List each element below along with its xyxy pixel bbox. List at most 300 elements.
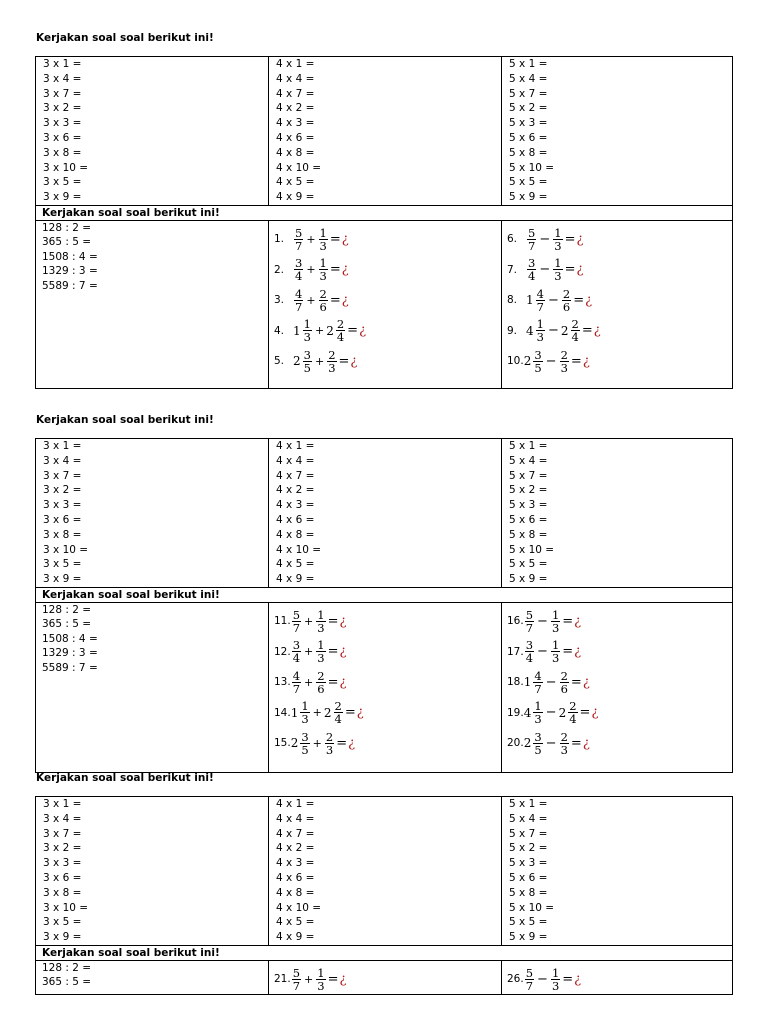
numerator: 2 bbox=[325, 729, 334, 744]
problem-number: 9. bbox=[507, 324, 518, 337]
multiplication-row bbox=[36, 57, 733, 206]
mult-column-5 bbox=[502, 57, 733, 206]
worksheet-table bbox=[35, 796, 733, 995]
multiplication-problem: 4 x 6 = bbox=[276, 871, 315, 884]
multiplication-problem: 3 x 9 = bbox=[43, 191, 82, 204]
fraction-expression bbox=[293, 318, 366, 343]
multiplication-problem: 5 x 6 = bbox=[509, 131, 548, 144]
fraction-problem bbox=[502, 697, 732, 728]
fraction-expression bbox=[293, 227, 349, 252]
numerator: 1 bbox=[303, 317, 311, 332]
multiplication-problem: 4 x 3 = bbox=[276, 499, 315, 512]
fraction-expression bbox=[291, 670, 347, 695]
plus-operator: + bbox=[312, 706, 322, 720]
multiplication-problem: 5 x 7 = bbox=[509, 827, 548, 840]
numerator: 3 bbox=[528, 256, 536, 271]
multiplication-problem: 5 x 7 = bbox=[509, 469, 548, 482]
mult-column-3 bbox=[36, 439, 269, 588]
multiplication-problem: 5 x 9 = bbox=[509, 191, 548, 204]
denominator: 7 bbox=[525, 978, 534, 993]
answer-placeholder: ¿ bbox=[356, 705, 364, 721]
denominator: 4 bbox=[571, 330, 579, 345]
problem-number: 10. bbox=[507, 355, 524, 368]
multiplication-problem: 3 x 7 = bbox=[43, 469, 82, 482]
division-problem: 1508 : 4 = bbox=[42, 250, 98, 263]
whole-number: 1 bbox=[523, 675, 532, 690]
plus-operator: + bbox=[314, 354, 325, 368]
multiplication-problem: 4 x 2 = bbox=[276, 484, 315, 497]
equals-sign: = bbox=[327, 644, 339, 660]
denominator: 7 bbox=[292, 620, 301, 635]
multiplication-problem: 3 x 1 = bbox=[43, 798, 82, 810]
multiplication-problem: 5 x 7 = bbox=[509, 87, 548, 100]
multiplication-problem: 5 x 8 = bbox=[509, 528, 548, 541]
multiplication-problem: 3 x 2 = bbox=[43, 842, 82, 855]
fraction-problem bbox=[269, 346, 501, 377]
plus-operator: + bbox=[304, 675, 314, 689]
multiplication-problem: 5 x 2 = bbox=[509, 102, 548, 115]
multiplication-problem: 3 x 3 = bbox=[43, 857, 82, 870]
mult-column-3 bbox=[36, 57, 269, 206]
problem-number: 26. bbox=[507, 973, 524, 986]
answer-placeholder: ¿ bbox=[582, 674, 590, 690]
subheading-row bbox=[36, 587, 733, 602]
minus-operator: − bbox=[537, 613, 548, 629]
fraction bbox=[551, 967, 560, 992]
denominator: 3 bbox=[319, 238, 327, 253]
plus-operator: + bbox=[314, 324, 325, 338]
denominator: 4 bbox=[569, 712, 577, 727]
multiplication-problem: 3 x 6 = bbox=[43, 131, 82, 144]
minus-operator: − bbox=[537, 644, 548, 660]
plus-operator: + bbox=[306, 263, 316, 277]
fraction bbox=[533, 731, 542, 756]
multiplication-problem: 4 x 4 = bbox=[276, 812, 315, 825]
answer-placeholder: ¿ bbox=[359, 323, 367, 339]
denominator: 3 bbox=[536, 330, 544, 345]
equals-sign: = bbox=[327, 613, 339, 629]
division-problem: 365 : 5 = bbox=[42, 618, 92, 631]
worksheet-table bbox=[35, 56, 733, 389]
numerator: 2 bbox=[334, 699, 342, 714]
multiplication-problem: 5 x 4 = bbox=[509, 72, 548, 85]
answer-placeholder: ¿ bbox=[348, 735, 356, 751]
denominator: 3 bbox=[317, 978, 325, 993]
numerator: 3 bbox=[301, 729, 309, 744]
equals-sign: = bbox=[570, 674, 582, 690]
multiplication-problem: 5 x 3 = bbox=[509, 499, 548, 512]
answer-placeholder: ¿ bbox=[341, 231, 349, 247]
problem-number: 2. bbox=[274, 263, 285, 276]
denominator: 4 bbox=[295, 269, 303, 284]
fraction-column-sub bbox=[502, 960, 733, 995]
worksheet-grid bbox=[35, 796, 733, 995]
problem-number: 5. bbox=[274, 355, 285, 368]
problem-number: 11. bbox=[274, 615, 291, 628]
denominator: 7 bbox=[534, 681, 542, 696]
fraction bbox=[325, 731, 334, 756]
subheading-row bbox=[36, 945, 733, 960]
denominator: 7 bbox=[295, 238, 303, 253]
exercise-row bbox=[36, 960, 733, 995]
fraction bbox=[316, 639, 325, 664]
fraction bbox=[319, 227, 328, 252]
multiplication-problem: 3 x 10 = bbox=[43, 901, 89, 914]
fraction bbox=[294, 288, 303, 313]
numerator: 1 bbox=[317, 638, 325, 653]
division-problem: 128 : 2 = bbox=[42, 221, 92, 234]
plus-operator: + bbox=[306, 232, 316, 246]
sub-heading: Kerjakan soal soal berikut ini! bbox=[42, 946, 220, 959]
equals-sign: = bbox=[562, 613, 574, 629]
minus-operator: − bbox=[545, 674, 557, 690]
section-heading: Kerjakan soal soal berikut ini! bbox=[36, 414, 214, 426]
multiplication-row bbox=[36, 439, 733, 588]
division-problem: 128 : 2 = bbox=[42, 603, 92, 616]
multiplication-problem: 3 x 7 = bbox=[43, 827, 82, 840]
denominator: 3 bbox=[328, 360, 336, 375]
multiplication-problem: 3 x 8 = bbox=[43, 146, 82, 159]
multiplication-problem: 4 x 8 = bbox=[276, 528, 315, 541]
equals-sign: = bbox=[347, 323, 359, 339]
multiplication-problem: 5 x 10 = bbox=[509, 901, 555, 914]
fraction-problem-list bbox=[502, 603, 732, 759]
denominator: 4 bbox=[336, 330, 345, 345]
denominator: 7 bbox=[292, 978, 301, 993]
numerator: 1 bbox=[534, 699, 542, 714]
multiplication-problem: 5 x 3 = bbox=[509, 857, 548, 870]
fraction bbox=[560, 670, 569, 695]
multiplication-problem: 3 x 6 = bbox=[43, 513, 82, 526]
multiplication-problem: 4 x 7 = bbox=[276, 87, 315, 100]
answer-placeholder: ¿ bbox=[585, 292, 593, 308]
numerator: 5 bbox=[292, 965, 301, 980]
fraction-problem bbox=[269, 606, 501, 637]
fraction bbox=[294, 257, 303, 282]
equals-sign: = bbox=[338, 353, 350, 369]
minus-operator: − bbox=[539, 231, 551, 247]
fraction-expression bbox=[524, 731, 590, 756]
numerator: 1 bbox=[319, 256, 327, 271]
equals-sign: = bbox=[327, 674, 339, 690]
numerator: 2 bbox=[571, 317, 579, 332]
fraction-problem bbox=[269, 285, 501, 316]
problem-number: 21. bbox=[274, 973, 291, 986]
fraction-problem bbox=[502, 636, 732, 667]
denominator: 4 bbox=[525, 651, 534, 666]
answer-placeholder: ¿ bbox=[576, 262, 584, 278]
fraction-column-add bbox=[269, 220, 502, 388]
whole-number: 1 bbox=[526, 293, 534, 308]
fraction-problem bbox=[269, 315, 501, 346]
numerator: 5 bbox=[528, 225, 536, 240]
multiplication-problem: 5 x 8 = bbox=[509, 886, 548, 899]
whole-number: 2 bbox=[323, 705, 332, 720]
multiplication-problem: 3 x 4 = bbox=[43, 454, 82, 467]
plus-operator: + bbox=[306, 293, 316, 307]
fraction bbox=[553, 227, 562, 252]
minus-operator: − bbox=[545, 735, 557, 751]
equals-sign: = bbox=[329, 262, 341, 278]
answer-placeholder: ¿ bbox=[574, 971, 582, 987]
fraction-expression bbox=[524, 639, 581, 664]
plus-operator: + bbox=[304, 972, 314, 986]
numerator: 1 bbox=[551, 607, 560, 622]
multiplication-problem: 4 x 9 = bbox=[276, 191, 315, 204]
division-column bbox=[36, 602, 269, 772]
division-problem: 128 : 2 = bbox=[42, 961, 92, 974]
fraction-expression bbox=[291, 639, 347, 664]
minus-operator: − bbox=[547, 323, 559, 339]
numerator: 3 bbox=[534, 729, 542, 744]
fraction bbox=[533, 700, 542, 725]
fraction-expression bbox=[291, 700, 364, 725]
multiplication-problem: 5 x 9 = bbox=[509, 931, 548, 944]
fraction bbox=[533, 349, 542, 374]
fraction bbox=[316, 609, 325, 634]
multiplication-problem: 4 x 8 = bbox=[276, 146, 315, 159]
numerator: 1 bbox=[301, 699, 309, 714]
multiplication-problem: 4 x 4 = bbox=[276, 72, 315, 85]
multiplication-problem: 5 x 2 = bbox=[509, 484, 548, 497]
multiplication-problem: 3 x 3 = bbox=[43, 499, 82, 512]
numerator: 4 bbox=[295, 286, 303, 301]
fraction-column-sub bbox=[502, 220, 733, 388]
multiplication-problem: 3 x 9 = bbox=[43, 573, 82, 586]
numerator: 2 bbox=[562, 286, 571, 301]
fraction bbox=[525, 967, 534, 992]
fraction-expression bbox=[291, 609, 347, 634]
multiplication-problem: 3 x 10 = bbox=[43, 543, 89, 556]
numerator: 4 bbox=[292, 668, 301, 683]
answer-placeholder: ¿ bbox=[576, 231, 584, 247]
problem-number: 1. bbox=[274, 233, 285, 246]
numerator: 2 bbox=[560, 347, 568, 362]
subheading-row bbox=[36, 205, 733, 220]
multiplication-problem: 5 x 2 = bbox=[509, 842, 548, 855]
multiplication-problem: 5 x 3 = bbox=[509, 117, 548, 130]
division-problem: 5589 : 7 = bbox=[42, 661, 98, 674]
denominator: 7 bbox=[525, 620, 534, 635]
fraction bbox=[551, 609, 560, 634]
numerator: 2 bbox=[336, 317, 345, 332]
worksheet-grid bbox=[35, 56, 733, 389]
equals-sign: = bbox=[581, 323, 593, 339]
exercise-row bbox=[36, 220, 733, 388]
fraction-problem bbox=[269, 254, 501, 285]
denominator: 5 bbox=[303, 360, 311, 375]
multiplication-problem: 4 x 4 = bbox=[276, 454, 315, 467]
fraction bbox=[292, 670, 301, 695]
multiplication-problem: 4 x 3 = bbox=[276, 857, 315, 870]
numerator: 1 bbox=[317, 965, 325, 980]
denominator: 3 bbox=[534, 712, 542, 727]
fraction bbox=[525, 639, 534, 664]
multiplication-problem: 4 x 6 = bbox=[276, 131, 315, 144]
multiplication-problem: 4 x 8 = bbox=[276, 886, 315, 899]
fraction-expression bbox=[524, 349, 590, 374]
multiplication-problem: 3 x 8 = bbox=[43, 528, 82, 541]
multiplication-problem: 4 x 10 = bbox=[276, 901, 322, 914]
multiplication-problem: 4 x 5 = bbox=[276, 916, 315, 929]
fraction-expression bbox=[526, 318, 601, 343]
fraction bbox=[562, 288, 571, 313]
denominator: 3 bbox=[303, 330, 311, 345]
problem-number: 3. bbox=[274, 294, 285, 307]
answer-placeholder: ¿ bbox=[339, 971, 347, 987]
answer-placeholder: ¿ bbox=[339, 613, 347, 629]
multiplication-problem: 3 x 5 = bbox=[43, 916, 82, 929]
fraction-problem-list bbox=[269, 603, 501, 759]
numerator: 1 bbox=[551, 638, 560, 653]
fraction bbox=[560, 349, 569, 374]
section-heading: Kerjakan soal soal berikut ini! bbox=[36, 772, 214, 784]
multiplication-problem: 4 x 2 = bbox=[276, 842, 315, 855]
multiplication-problem: 5 x 10 = bbox=[509, 543, 555, 556]
answer-placeholder: ¿ bbox=[582, 353, 590, 369]
fraction-expression bbox=[524, 609, 581, 634]
plus-operator: + bbox=[312, 736, 322, 750]
multiplication-problem: 3 x 6 = bbox=[43, 871, 82, 884]
minus-operator: − bbox=[537, 971, 548, 987]
fraction bbox=[327, 349, 336, 374]
whole-number: 2 bbox=[293, 354, 301, 369]
multiplication-problem: 5 x 1 = bbox=[509, 440, 548, 452]
problem-number: 4. bbox=[274, 324, 285, 337]
denominator: 3 bbox=[551, 620, 560, 635]
fraction-problem-list bbox=[502, 961, 732, 995]
denominator: 5 bbox=[534, 742, 542, 757]
problem-number: 15. bbox=[274, 737, 291, 750]
multiplication-problem: 5 x 4 = bbox=[509, 812, 548, 825]
fraction-expression bbox=[291, 731, 355, 756]
answer-placeholder: ¿ bbox=[593, 323, 601, 339]
multiplication-problem: 4 x 9 = bbox=[276, 573, 315, 586]
fraction-problem bbox=[269, 224, 501, 255]
answer-placeholder: ¿ bbox=[341, 292, 349, 308]
multiplication-problem: 4 x 6 = bbox=[276, 513, 315, 526]
multiplication-problem: 3 x 1 = bbox=[43, 440, 82, 452]
whole-number: 2 bbox=[326, 323, 334, 338]
answer-placeholder: ¿ bbox=[341, 262, 349, 278]
fraction-expression bbox=[524, 700, 599, 725]
multiplication-problem: 3 x 9 = bbox=[43, 931, 82, 944]
multiplication-problem: 3 x 4 = bbox=[43, 72, 82, 85]
plus-operator: + bbox=[304, 614, 314, 628]
fraction bbox=[527, 227, 536, 252]
fraction-problem bbox=[269, 636, 501, 667]
equals-sign: = bbox=[573, 292, 585, 308]
numerator: 1 bbox=[554, 225, 562, 240]
numerator: 3 bbox=[534, 347, 542, 362]
multiplication-problem: 4 x 7 = bbox=[276, 827, 315, 840]
whole-number: 2 bbox=[523, 736, 532, 751]
fraction-column-add bbox=[269, 602, 502, 772]
fraction-problem bbox=[269, 964, 501, 995]
fraction-problem bbox=[269, 667, 501, 698]
numerator: 1 bbox=[536, 317, 544, 332]
fraction bbox=[292, 967, 301, 992]
fraction bbox=[300, 731, 309, 756]
denominator: 6 bbox=[562, 299, 571, 314]
denominator: 3 bbox=[554, 269, 562, 284]
multiplication-problem: 5 x 4 = bbox=[509, 454, 548, 467]
fraction bbox=[525, 609, 534, 634]
numerator: 2 bbox=[560, 729, 568, 744]
multiplication-problem: 4 x 2 = bbox=[276, 102, 315, 115]
multiplication-problem: 5 x 5 = bbox=[509, 558, 548, 571]
denominator: 3 bbox=[560, 360, 568, 375]
numerator: 1 bbox=[554, 256, 562, 271]
fraction bbox=[316, 967, 325, 992]
problem-number: 14. bbox=[274, 706, 291, 719]
problem-number: 12. bbox=[274, 645, 291, 658]
division-problem: 5589 : 7 = bbox=[42, 279, 98, 292]
fraction-problem-list bbox=[269, 221, 501, 377]
numerator: 3 bbox=[295, 256, 303, 271]
denominator: 4 bbox=[334, 712, 342, 727]
multiplication-problem: 3 x 10 = bbox=[43, 161, 89, 174]
denominator: 6 bbox=[319, 299, 327, 314]
sub-heading: Kerjakan soal soal berikut ini! bbox=[42, 206, 220, 219]
fraction-problem bbox=[502, 728, 732, 759]
problem-number: 18. bbox=[507, 676, 524, 689]
multiplication-problem: 5 x 1 = bbox=[509, 798, 548, 810]
fraction-problem bbox=[502, 606, 732, 637]
multiplication-problem: 5 x 8 = bbox=[509, 146, 548, 159]
mult-column-4 bbox=[269, 57, 502, 206]
denominator: 7 bbox=[292, 681, 301, 696]
answer-placeholder: ¿ bbox=[574, 613, 582, 629]
sub-heading: Kerjakan soal soal berikut ini! bbox=[42, 588, 220, 601]
division-problem: 1329 : 3 = bbox=[42, 647, 98, 660]
numerator: 3 bbox=[292, 638, 301, 653]
fraction bbox=[568, 700, 577, 725]
denominator: 5 bbox=[534, 360, 542, 375]
fraction-expression bbox=[293, 288, 349, 313]
numerator: 2 bbox=[569, 699, 577, 714]
whole-number: 2 bbox=[523, 354, 532, 369]
equals-sign: = bbox=[329, 292, 341, 308]
numerator: 1 bbox=[551, 965, 560, 980]
minus-operator: − bbox=[539, 262, 551, 278]
multiplication-problem: 3 x 2 = bbox=[43, 484, 82, 497]
numerator: 3 bbox=[525, 638, 534, 653]
multiplication-problem: 3 x 8 = bbox=[43, 886, 82, 899]
division-problem: 1508 : 4 = bbox=[42, 632, 98, 645]
fraction-problem bbox=[502, 964, 732, 995]
multiplication-problem: 3 x 3 = bbox=[43, 117, 82, 130]
numerator: 1 bbox=[319, 225, 327, 240]
denominator: 3 bbox=[325, 742, 334, 757]
denominator: 6 bbox=[317, 681, 325, 696]
multiplication-problem: 5 x 5 = bbox=[509, 176, 548, 189]
equals-sign: = bbox=[329, 231, 341, 247]
mult-column-4 bbox=[269, 439, 502, 588]
answer-placeholder: ¿ bbox=[591, 705, 599, 721]
multiplication-problem: 3 x 4 = bbox=[43, 812, 82, 825]
equals-sign: = bbox=[327, 971, 339, 987]
fraction bbox=[536, 288, 545, 313]
plus-operator: + bbox=[304, 645, 314, 659]
whole-number: 4 bbox=[526, 323, 534, 338]
problem-number: 16. bbox=[507, 615, 524, 628]
fraction-expression bbox=[293, 349, 357, 374]
equals-sign: = bbox=[336, 735, 348, 751]
fraction-problem bbox=[269, 697, 501, 728]
denominator: 4 bbox=[292, 651, 301, 666]
multiplication-problem: 4 x 5 = bbox=[276, 558, 315, 571]
